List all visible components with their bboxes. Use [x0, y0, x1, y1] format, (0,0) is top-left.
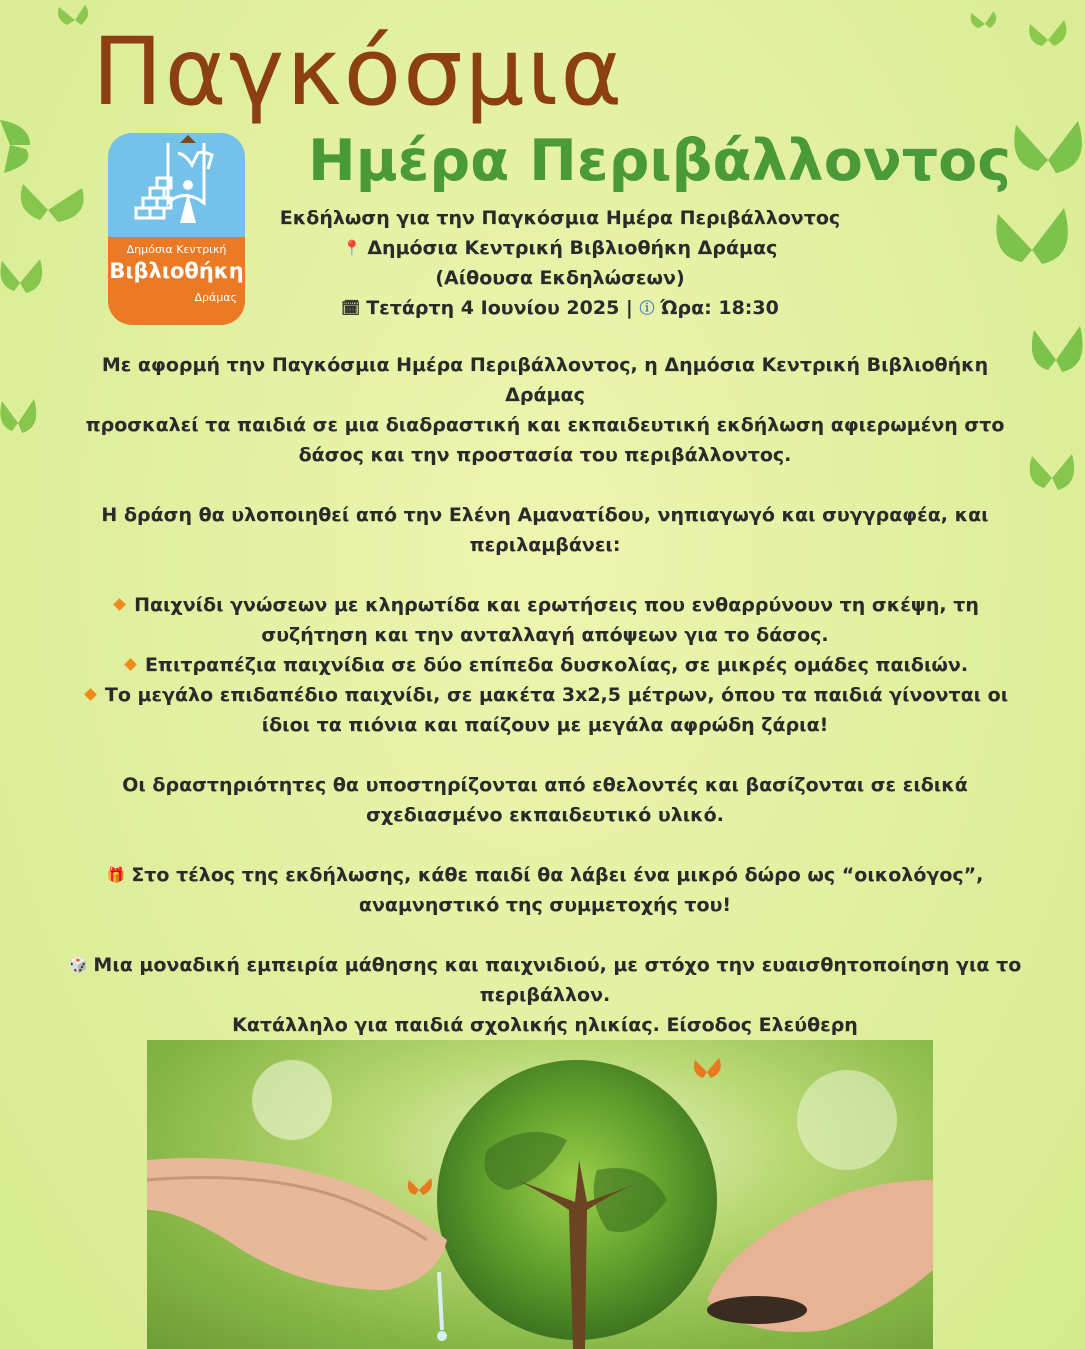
support-line: σχεδιασμένο εκπαιδευτικό υλικό.: [366, 804, 724, 826]
date-text: Τετάρτη 4 Ιουνίου 2025 |: [366, 297, 633, 319]
library-logo: [108, 133, 245, 325]
support-line: Οι δραστηριότητες θα υποστηρίζονται από εθελοντές και βασίζονται σε ειδικά: [122, 774, 968, 796]
intro-line: δάσος και την προστασία του περιβάλλοντος.: [298, 444, 792, 466]
room-text: (Αίθουσα Εκδηλώσεων): [435, 267, 685, 289]
butterfly-icon: [0, 395, 40, 451]
activity-item: Παιχνίδι γνώσεων με κληρωτίδα και ερωτήσεις που ενθαρρύνουν τη σκέψη, τη: [60, 590, 1030, 620]
time-text: Ώρα: 18:30: [660, 297, 779, 319]
intro-line: Με αφορμή την Παγκόσμια Ημέρα Περιβάλλοντος, η Δημόσια Κεντρική Βιβλιοθήκη Δράμας: [101, 354, 989, 406]
butterfly-icon: [18, 180, 88, 240]
intro-line: προσκαλεί τα παιδιά σε μια διαδραστική και εκπαιδευτική εκδήλωση αφιερωμένη στο: [85, 414, 1005, 436]
gift-line: 🎁 Στο τέλος της εκδήλωσης, κάθε παιδί θα λάβει ένα μικρό δώρο ως “οικολόγος”,: [60, 860, 1030, 890]
event-title: Εκδήλωση για την Παγκόσμια Ημέρα Περιβάλλοντος: [279, 207, 841, 229]
butterfly-icon: [1008, 115, 1085, 205]
presenter-line: Η δράση θα υλοποιηθεί από την Ελένη Αμανατίδου, νηπιαγωγό και συγγραφέα, και: [101, 504, 989, 526]
activity-item: Επιτραπέζια παιχνίδια σε δύο επίπεδα δυσκολίας, σε μικρές ομάδες παιδιών.: [60, 650, 1030, 680]
butterfly-icon: [0, 115, 48, 175]
orange-diamond-icon: [113, 598, 126, 611]
closing-line: 🎲 Μια μοναδική εμπειρία μάθησης και παιχνιδιού, με στόχο την ευαισθητοποίηση για το: [60, 950, 1030, 980]
orange-diamond-icon: [84, 688, 97, 701]
butterfly-icon: [968, 10, 1002, 38]
logo-text-line-2: Βιβλιοθήκη: [109, 259, 244, 283]
venue-text: Δημόσια Κεντρική Βιβλιοθήκη Δράμας: [367, 237, 778, 259]
logo-text-line-1: Δημόσια Κεντρική: [126, 243, 227, 256]
butterfly-icon: [992, 200, 1072, 295]
event-header: [255, 203, 865, 323]
activity-item-continued: ίδιοι τα πιόνια και παίζουν με μεγάλα αφρώδη ζάρια!: [261, 714, 829, 736]
butterfly-icon: [1028, 18, 1068, 58]
closing-line: περιβάλλον.: [479, 984, 611, 1006]
butterfly-icon: [0, 255, 46, 311]
presenter-line: περιλαμβάνει:: [469, 534, 621, 556]
calendar-icon: 🗓: [341, 299, 361, 317]
title-line-2: Ημέρα Περιβάλλοντος: [308, 128, 1012, 194]
logo-text-line-3: Δράμας: [194, 291, 237, 304]
library-logo-graphic: [108, 133, 245, 237]
butterfly-icon: [55, 5, 95, 35]
event-description: [60, 350, 1030, 1040]
butterfly-icon: [1028, 450, 1078, 506]
venue-line: [255, 233, 865, 263]
butterfly-icon: [1030, 320, 1085, 400]
orange-diamond-icon: [124, 658, 137, 671]
date-time-line: [255, 293, 865, 323]
activity-item: Το μεγάλο επιδαπέδιο παιχνίδι, σε μακέτα 3x2,5 μέτρων, όπου τα παιδιά γίνονται οι: [60, 680, 1030, 710]
earth-tree-hands-photo: [147, 1040, 933, 1349]
pin-icon: 📍: [342, 239, 362, 257]
activity-item-continued: συζήτηση και την ανταλλαγή απόψεων για το δάσος.: [261, 624, 829, 646]
closing-line: Κατάλληλο για παιδιά σχολικής ηλικίας. Είσοδος Ελεύθερη: [232, 1014, 858, 1036]
info-icon: ⓘ: [639, 299, 655, 317]
dice-icon: 🎲: [68, 956, 88, 974]
gift-line: αναμνηστικό της συμμετοχής του!: [358, 894, 732, 916]
gift-icon: 🎁: [106, 866, 126, 884]
photo-illustration: [147, 1040, 933, 1349]
title-line-1: Παγκόσμια: [92, 18, 625, 127]
